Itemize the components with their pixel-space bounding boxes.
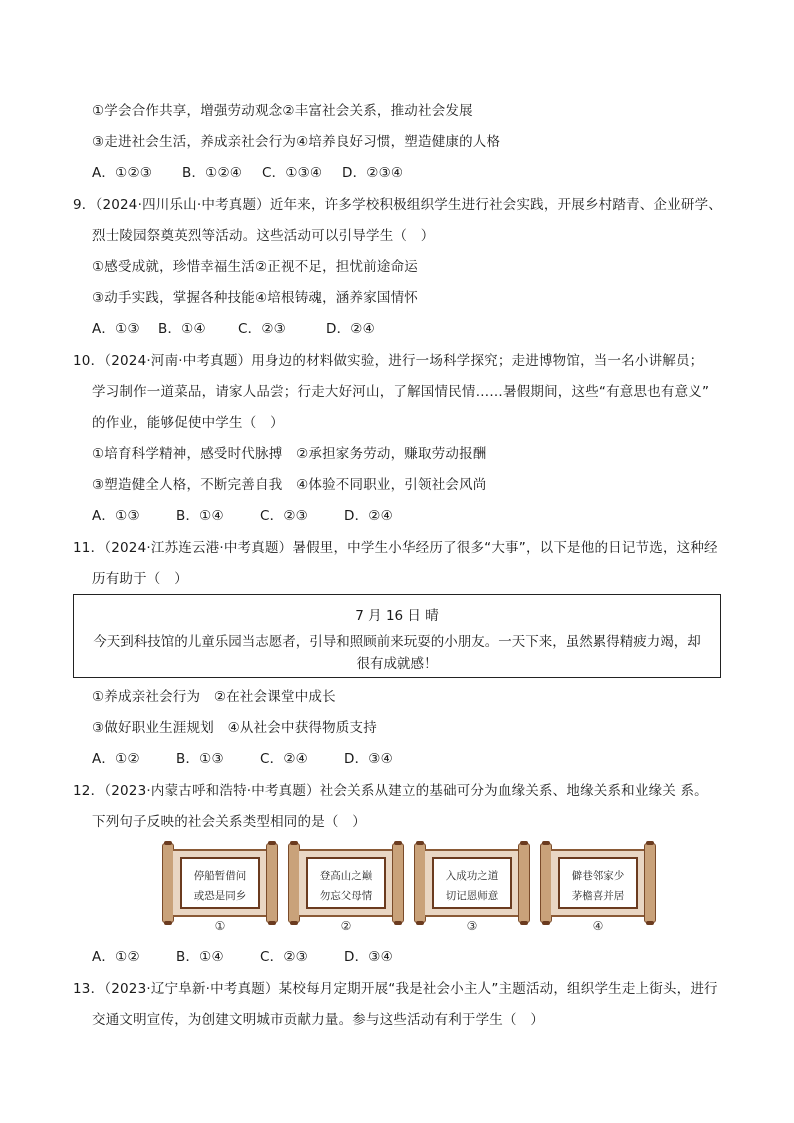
q12-choice-c[interactable]: C．②③ [260,949,308,965]
q11-choice-d[interactable]: D．③④ [344,751,393,767]
q11-stem-line-2: 历有助于（ ） [92,571,188,587]
diary-body: 今天到科技馆的儿童乐园当志愿者，引导和照顾前来玩耍的小朋友。一天下来，虽然累得精疲力竭，却很有成就感！ [93,634,701,672]
q10-choice-c[interactable]: C．②③ [260,508,308,524]
q9-choice-b[interactable]: B．①④ [158,321,206,337]
q10-choices [92,507,393,525]
q8-choice-a[interactable]: A．①②③ [92,165,153,181]
q11-choices [92,750,393,768]
q11-choice-a[interactable]: A．①② [92,751,140,767]
scroll-3-line-2: 切记恩师意 [445,890,499,902]
diary-excerpt-box [73,594,721,678]
q10-options-line-1: ①培育科学精神，感受时代脉搏 ②承担家务劳动，赚取劳动报酬 [92,446,487,462]
q10-choice-d[interactable]: D．②④ [344,508,393,524]
q11-options-line-2: ③做好职业生涯规划 ④从社会中获得物质支持 [92,720,377,736]
q9-choices [92,320,375,338]
scroll-1-line-2: 或恐是同乡 [193,890,247,902]
q8-choice-c[interactable]: C．①③④ [262,165,323,181]
q8-choices [92,164,403,182]
scroll-4-line-2: 茅檐喜并居 [571,890,625,902]
q10-stem-line-1: 10．（2024·河南·中考真题）用身边的材料做实验，进行一场科学探究；走进博物馆，当一名小讲解员； [73,353,704,369]
q9-choice-c[interactable]: C．②③ [238,321,286,337]
scroll-4-number: ④ [592,919,604,933]
q8-choice-b[interactable]: B．①②④ [182,165,243,181]
q9-choice-a[interactable]: A．①③ [92,321,140,337]
q11-stem-line-1: 11．（2024·江苏连云港·中考真题）暑假里，中学生小华经历了很多“大事”，以下是他的日记节选，这种经 [73,540,718,556]
scroll-image-2 [288,843,404,927]
q8-options-line-1: ①学会合作共享，增强劳动观念②丰富社会关系，推动社会发展 [92,103,473,119]
q12-choice-b[interactable]: B．①④ [176,949,224,965]
q10-options-line-2: ③塑造健全人格，不断完善自我 ④体验不同职业，引领社会风尚 [92,477,487,493]
q10-choice-b[interactable]: B．①④ [176,508,224,524]
q12-choice-a[interactable]: A．①② [92,949,140,965]
q13-stem-line-1: 13．（2023·辽宁阜新·中考真题）某校每月定期开展“我是社会小主人”主题活动，组织学生走上街头，进行 [73,981,718,997]
scroll-1-line-1: 停船暂借问 [193,870,247,882]
scroll-1-number: ① [214,919,226,933]
q9-options-line-2: ③动手实践，掌握各种技能④培根铸魂，涵养家国情怀 [92,290,419,306]
q10-stem-line-2: 学习制作一道菜品，请家人品尝；行走大好河山，了解国情民情……暑假期间，这些“有意思也有意义” [92,384,710,400]
scroll-2-line-2: 勿忘父母情 [319,890,373,902]
q12-choices [92,948,393,966]
scroll-2-line-1: 登高山之巅 [319,870,373,882]
q12-choice-d[interactable]: D．③④ [344,949,393,965]
q13-stem-line-2: 交通文明宣传，为创建文明城市贡献力量。参与这些活动有利于学生（ ） [92,1012,545,1028]
q10-stem-line-3: 的作业，能够促使中学生（ ） [92,415,284,431]
q12-stem-line-1: 12．（2023·内蒙古呼和浩特·中考真题）社会关系从建立的基础可分为血缘关系、地缘关系和业缘关 系。 [73,783,708,799]
q10-choice-a[interactable]: A．①③ [92,508,140,524]
q11-choice-b[interactable]: B．①③ [176,751,224,767]
q9-stem-line-2: 烈士陵园祭奠英烈等活动。这些活动可以引导学生（ ） [92,228,435,244]
q11-choice-c[interactable]: C．②④ [260,751,308,767]
scroll-image-3 [414,843,530,927]
scroll-3-number: ③ [466,919,478,933]
q8-options-line-2: ③走进社会生活，养成亲社会行为④培养良好习惯，塑造健康的人格 [92,134,501,150]
q12-stem-line-2: 下列句子反映的社会关系类型相同的是（ ） [92,814,366,830]
q11-options-line-1: ①养成亲社会行为 ②在社会课堂中成长 [92,689,336,705]
q9-options-line-1: ①感受成就，珍惜幸福生活②正视不足，担忧前途命运 [92,259,419,275]
q9-stem-line-1: 9．（2024·四川乐山·中考真题）近年来，许多学校积极组织学生进行社会实践，开展乡村踏青、企业研学、 [73,197,722,213]
scroll-image-1 [162,843,278,927]
diary-date: 7 月 16 日 晴 [355,608,439,624]
scroll-3-line-1: 入成功之道 [445,870,499,882]
scroll-4-line-1: 僻巷邻家少 [571,870,625,882]
q8-choice-d[interactable]: D．②③④ [342,165,404,181]
scroll-image-4 [540,843,656,927]
scroll-2-number: ② [340,919,352,933]
q9-choice-d[interactable]: D．②④ [326,321,375,337]
